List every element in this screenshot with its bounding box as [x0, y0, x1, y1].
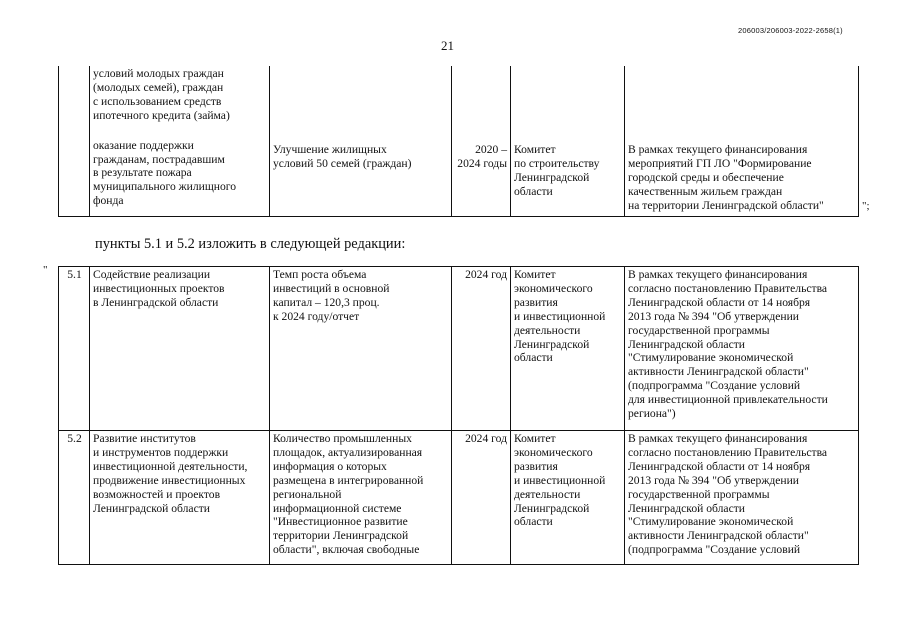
page-number: 21: [441, 38, 454, 53]
activity-cell: Развитие институтов и инструментов поддержки инвестиционной деятельности, продвижение инвестиционных возможностей и проектов Ленинградской области: [90, 431, 270, 565]
closing-quote: ";: [862, 200, 870, 212]
funding-cell: В рамках текущего финансирования мероприятий ГП ЛО "Формирование городской среды и обеспечение качественным жильем граждан на территории Ленинградской области": [625, 66, 859, 216]
executor-cell: Комитет по строительству Ленинградской области: [511, 66, 625, 216]
result-cell: Улучшение жилищных условий 50 семей (граждан): [270, 66, 452, 216]
result-cell: Количество промышленных площадок, актуализированная информация о которых размещена в интегрированной региональной информационной системе "Инвестиционное развитие территории Ленинградской области", включая свободные: [270, 431, 452, 565]
opening-quote: ": [43, 264, 48, 276]
executor-cell: Комитет экономического развития и инвестиционной деятельности Ленинградской области: [511, 431, 625, 565]
executor-cell: Комитет экономического развития и инвестиционной деятельности Ленинградской области: [511, 267, 625, 431]
document-id: 206003/206003-2022-2658(1): [738, 26, 843, 35]
measures-table: [58, 266, 859, 565]
term-cell: 2024 год: [452, 431, 511, 565]
continuation-table: [58, 66, 859, 217]
term-cell: 2020 – 2024 годы: [452, 66, 511, 216]
funding-cell: В рамках текущего финансирования согласно постановлению Правительства Ленинградской области от 14 ноября 2013 года № 394 "Об утверждении государственной программы Ленинградской области "Стимулирование экономической активности Ленинградской области" (подпрограмма "Создание условий для инвестиционной привлекательности региона"): [625, 267, 859, 431]
funding-cell: В рамках текущего финансирования согласно постановлению Правительства Ленинградской области от 14 ноября 2013 года № 394 "Об утверждении государственной программы Ленинградской области "Стимулирование экономической активности Ленинградской области" (подпрограмма "Создание условий: [625, 431, 859, 565]
activity-cell: условий молодых граждан (молодых семей), граждан с использованием средств ипотечного кредита (займа) оказание поддержки гражданам, пострадавшим в результате пожара муниципального жилищного фонда: [90, 66, 270, 216]
amendment-instruction: пункты 5.1 и 5.2 изложить в следующей редакции:: [95, 236, 406, 252]
row-number: 5.2: [59, 431, 90, 565]
table-row: [59, 267, 859, 431]
number-cell: [59, 66, 90, 216]
table-row: [59, 431, 859, 565]
table-row: [59, 66, 859, 216]
term-cell: 2024 год: [452, 267, 511, 431]
result-cell: Темп роста объема инвестиций в основной капитал – 120,3 проц. к 2024 году/отчет: [270, 267, 452, 431]
row-number: 5.1: [59, 267, 90, 431]
activity-cell: Содействие реализации инвестиционных проектов в Ленинградской области: [90, 267, 270, 431]
